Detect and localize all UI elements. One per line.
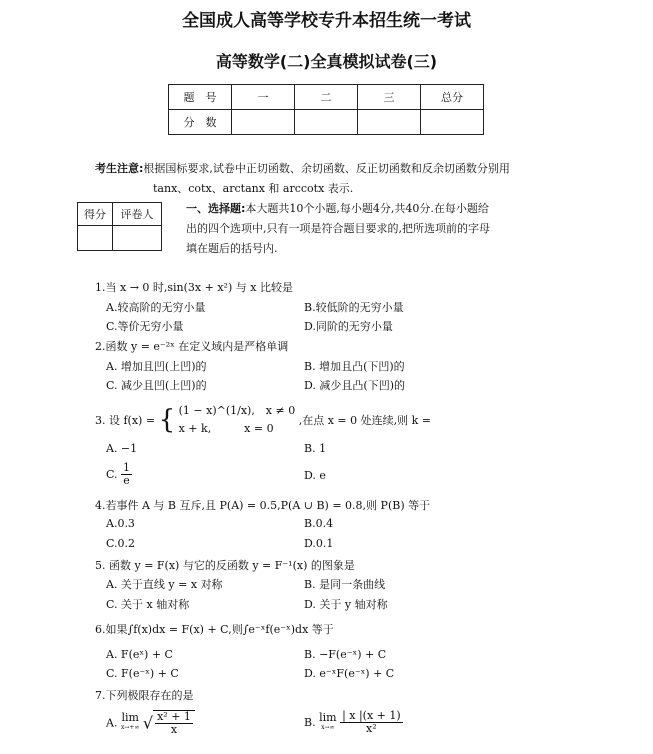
section1-title: 一、选择题: [186, 202, 246, 215]
score-table-score-row [169, 110, 484, 135]
q7-a-limit [121, 713, 139, 733]
q3-option-c-label: C. [106, 468, 118, 481]
sqrt-icon: √ [142, 713, 154, 733]
q7-b-numerator: | x |(x + 1) [342, 709, 401, 722]
q5-option-b[interactable]: B. 是同一条曲线 [304, 578, 386, 591]
q2-option-c[interactable]: C. 减少且凹(上凹)的 [106, 379, 207, 392]
q1-option-d[interactable]: D.同阶的无穷小量 [304, 320, 393, 333]
q7-b-label: B. [304, 716, 316, 729]
q5-stem: 5. 函数 y = F(x) 与它的反函数 y = F⁻¹(x) 的图象是 [95, 559, 355, 572]
q7-a-radicand [153, 710, 195, 736]
q3-option-c[interactable] [106, 462, 132, 487]
grader-name-cell[interactable] [113, 226, 162, 251]
q7-option-a[interactable] [106, 710, 195, 736]
q3-c-numerator: 1 [123, 461, 131, 474]
notice-text-1: 根据国标要求,试卷中正切函数、余切函数、反正切函数和反余切函数分别用 [143, 162, 510, 175]
q6-option-a[interactable]: A. F(eˣ) + C [106, 648, 173, 661]
q7-a-denominator: x [170, 723, 178, 736]
q2-option-a[interactable]: A. 增加且凹(上凹)的 [106, 360, 207, 373]
q7-b-denominator: x² [366, 722, 377, 735]
score-input-part1[interactable] [232, 110, 295, 135]
q4-option-d[interactable]: D.0.1 [304, 537, 334, 550]
score-input-part2[interactable] [295, 110, 358, 135]
score-cell-part2: 二 [295, 85, 358, 110]
q7-a-lim-text: lim [121, 711, 139, 724]
q7-b-fraction [340, 710, 403, 735]
q6-option-c[interactable]: C. F(e⁻ˣ) + C [106, 667, 179, 680]
notice-line-2: tanx、cotx、arctanx 和 arccotx 表示. [153, 182, 354, 195]
q7-a-lim-sub: x→+∞ [120, 724, 140, 731]
grader-score-cell[interactable] [78, 226, 113, 251]
score-cell-total: 总分 [421, 85, 484, 110]
grader-name-header: 评卷人 [113, 203, 162, 226]
grader-table [77, 202, 162, 251]
q3-stem [95, 402, 431, 438]
q1-option-a[interactable]: A.较高阶的无穷小量 [106, 301, 206, 314]
q5-option-c[interactable]: C. 关于 x 轴对称 [106, 598, 190, 611]
q1-option-c[interactable]: C.等价无穷小量 [106, 320, 184, 333]
q7-a-numerator: x² + 1 [157, 710, 191, 723]
notice-label: 考生注意: [95, 162, 144, 175]
q6-stem: 6.如果∫f(x)dx = F(x) + C,则∫e⁻ˣf(e⁻ˣ)dx 等于 [95, 623, 334, 636]
exam-title: 全国成人高等学校专升本招生统一考试 [182, 11, 471, 31]
section1-line-2: 出的四个选项中,只有一项是符合题目要求的,把所选项前的字母 [186, 222, 490, 235]
section1-text-1: 本大题共10个小题,每小题4分,共40分.在每小题给 [245, 202, 489, 215]
q4-stem: 4.若事件 A 与 B 互斥,且 P(A) = 0.5,P(A ∪ B) = 0.8,则 P(B) 等于 [95, 499, 431, 512]
q4-option-c[interactable]: C.0.2 [106, 537, 136, 550]
q7-a-fraction [155, 711, 193, 736]
section1-line-1 [186, 200, 489, 216]
q7-a-label: A. [106, 716, 118, 730]
q1-stem: 1.当 x → 0 时,sin(3x + x²) 与 x 比较是 [95, 281, 293, 294]
q2-option-d[interactable]: D. 减少且凸(下凹)的 [304, 379, 406, 392]
q6-option-d[interactable]: D. e⁻ˣF(e⁻ˣ) + C [304, 667, 395, 680]
q3-prefix: 3. 设 f(x) = [95, 414, 156, 427]
q2-stem: 2.函数 y = e⁻²ˣ 在定义域内是严格单调 [95, 340, 289, 353]
q2-option-b[interactable]: B. 增加且凸(下凹)的 [304, 360, 405, 373]
q7-stem: 7.下列极限存在的是 [95, 689, 194, 702]
q3-case-2: x + k, x = 0 [178, 422, 274, 435]
q3-c-denominator: e [123, 474, 130, 487]
q3-suffix: ,在点 x = 0 处连续,则 k = [298, 414, 432, 427]
score-table [168, 84, 484, 135]
q3-option-d[interactable]: D. e [304, 469, 326, 482]
q6-option-b[interactable]: B. −F(e⁻ˣ) + C [304, 648, 387, 661]
left-brace-icon: { [158, 405, 176, 435]
notice-line-1 [95, 160, 510, 176]
q7-b-lim-text: lim [319, 710, 337, 724]
score-input-part3[interactable] [358, 110, 421, 135]
score-input-total[interactable] [421, 110, 484, 135]
q7-b-limit [319, 710, 337, 733]
q3-option-c-fraction [121, 462, 132, 487]
q3-case-1: (1 − x)^(1/x), x ≠ 0 [178, 404, 296, 417]
q3-option-a[interactable]: A. −1 [106, 442, 138, 455]
score-row-label: 分 数 [169, 110, 232, 135]
q7-b-lim-sub: x→∞ [321, 723, 335, 731]
q3-option-b[interactable]: B. 1 [304, 442, 327, 455]
paper-subtitle: 高等数学(二)全真模拟试卷(三) [215, 52, 438, 71]
score-table-header-row [169, 85, 484, 110]
score-cell-part1: 一 [232, 85, 295, 110]
score-cell-label: 题 号 [169, 85, 232, 110]
grader-score-header: 得分 [78, 203, 113, 226]
q1-option-b[interactable]: B.较低阶的无穷小量 [304, 301, 404, 314]
score-cell-part3: 三 [358, 85, 421, 110]
q7-option-b[interactable] [304, 710, 403, 735]
section1-line-3: 填在题后的括号内. [186, 242, 278, 255]
q5-option-a[interactable]: A. 关于直线 y = x 对称 [106, 578, 223, 591]
q4-option-b[interactable]: B.0.4 [304, 517, 334, 530]
q3-cases [179, 402, 296, 438]
q4-option-a[interactable]: A.0.3 [106, 517, 135, 530]
q5-option-d[interactable]: D. 关于 y 轴对称 [304, 598, 388, 611]
